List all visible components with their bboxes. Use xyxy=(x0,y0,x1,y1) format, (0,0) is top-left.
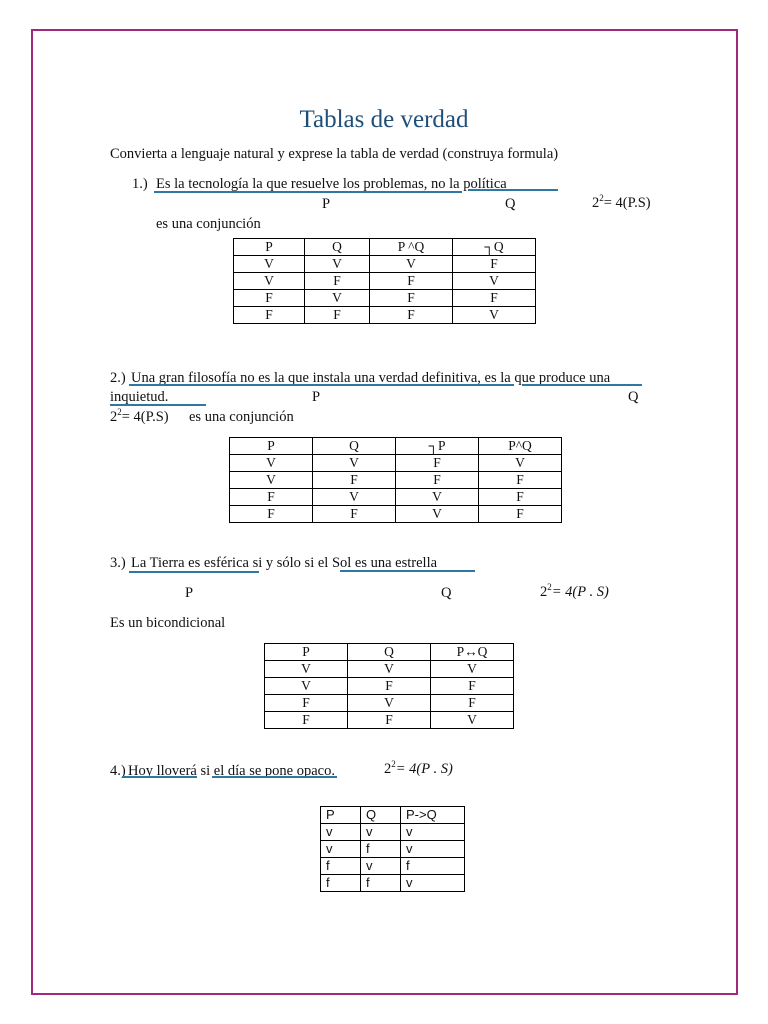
table-row xyxy=(265,695,514,712)
ex1-underline-q xyxy=(468,189,558,191)
table-cell: F xyxy=(234,290,305,307)
table-cell: V xyxy=(453,307,536,324)
table-row xyxy=(234,273,536,290)
table-cell: v xyxy=(361,824,401,841)
table-header-cell: P ^Q xyxy=(370,239,453,256)
table-header-cell: P xyxy=(234,239,305,256)
ex3-truth-table xyxy=(264,643,514,729)
table-cell: F xyxy=(234,307,305,324)
table-row xyxy=(234,290,536,307)
table-cell: V xyxy=(453,273,536,290)
table-row xyxy=(321,858,465,875)
table-cell: V xyxy=(431,712,514,729)
ex2-sentence-line1: Una gran filosofía no es la que instala una verdad definitiva, es la que produce una xyxy=(131,370,611,386)
page-title: Tablas de verdad xyxy=(299,106,469,133)
table-cell: F xyxy=(313,506,396,523)
table-row xyxy=(321,841,465,858)
table-header-cell: Q xyxy=(348,644,431,661)
table-cell: V xyxy=(305,290,370,307)
table-cell: F xyxy=(453,290,536,307)
table-cell: F xyxy=(479,506,562,523)
table-cell: f xyxy=(361,875,401,892)
table-header-cell: ┐Q xyxy=(453,239,536,256)
table-cell: F xyxy=(370,273,453,290)
ex1-q-label: Q xyxy=(505,196,516,212)
ex1-formula: $2^2= 4(P.S)$ xyxy=(592,193,651,211)
ex1-type-text: es una conjunción xyxy=(156,216,261,232)
ex3-underline-q xyxy=(340,570,475,572)
table-row xyxy=(265,661,514,678)
table-cell: f xyxy=(361,841,401,858)
ex2-underline-p xyxy=(129,384,514,386)
table-row xyxy=(265,712,514,729)
table-cell: F xyxy=(348,712,431,729)
table-cell: V xyxy=(313,489,396,506)
table-header-cell: Q xyxy=(313,438,396,455)
table-cell: V xyxy=(370,256,453,273)
table-cell: f xyxy=(401,858,465,875)
ex4-underline-q xyxy=(212,776,337,778)
table-row xyxy=(230,489,562,506)
ex1-underline-p xyxy=(154,191,462,193)
table-cell: F xyxy=(370,290,453,307)
ex2-q-label: Q xyxy=(628,389,639,405)
ex1-number: 1.) xyxy=(132,176,148,192)
table-cell: v xyxy=(361,858,401,875)
ex3-underline-p xyxy=(129,571,259,573)
table-cell: V xyxy=(234,273,305,290)
ex4-sentence: Hoy lloverá si el día se pone opaco. xyxy=(128,763,335,779)
table-cell: F xyxy=(396,472,479,489)
table-row xyxy=(321,875,465,892)
table-cell: v xyxy=(401,824,465,841)
ex2-underline-q xyxy=(522,384,642,386)
table-header-cell: Q xyxy=(305,239,370,256)
table-header-row xyxy=(321,807,465,824)
table-header-cell: P xyxy=(265,644,348,661)
table-cell: V xyxy=(234,256,305,273)
table-header-cell: Q xyxy=(361,807,401,824)
ex2-truth-table xyxy=(229,437,562,523)
ex4-truth-table xyxy=(320,806,465,892)
table-header-cell: ┐P xyxy=(396,438,479,455)
table-cell: F xyxy=(230,506,313,523)
table-row xyxy=(230,455,562,472)
table-header-cell: P↔Q xyxy=(431,644,514,661)
table-cell: F xyxy=(396,455,479,472)
table-cell: V xyxy=(230,455,313,472)
table-cell: v xyxy=(321,841,361,858)
ex2-sentence-line2: inquietud. xyxy=(110,389,169,405)
table-cell: F xyxy=(431,695,514,712)
table-cell: V xyxy=(396,489,479,506)
table-cell: F xyxy=(370,307,453,324)
ex4-formula: $2^2= 4(P$ . S) xyxy=(384,759,453,777)
ex3-p-label: P xyxy=(185,585,194,601)
table-cell: V xyxy=(348,661,431,678)
ex2-number: 2.) xyxy=(110,370,126,386)
table-cell: v xyxy=(401,875,465,892)
ex2-formula: $2^2= 4(P.S)$ xyxy=(110,407,169,425)
table-row xyxy=(265,678,514,695)
ex3-sentence: La Tierra es esférica si y sólo si el Sol es una estrella xyxy=(131,555,438,571)
table-cell: V xyxy=(396,506,479,523)
ex3-type-text: Es un bicondicional xyxy=(110,615,226,631)
table-cell: v xyxy=(401,841,465,858)
table-cell: V xyxy=(265,678,348,695)
table-header-row xyxy=(265,644,514,661)
table-cell: F xyxy=(265,695,348,712)
ex4-underline-p xyxy=(122,776,197,778)
instruction-text: Convierta a lenguaje natural y exprese la tabla de verdad (construya formula) xyxy=(110,146,559,162)
table-row xyxy=(230,472,562,489)
table-cell: v xyxy=(321,824,361,841)
table-header-row xyxy=(234,239,536,256)
ex2-underline-q2 xyxy=(110,404,206,406)
table-header-cell: P xyxy=(321,807,361,824)
table-cell: F xyxy=(453,256,536,273)
ex1-truth-table xyxy=(233,238,536,324)
table-cell: f xyxy=(321,858,361,875)
table-cell: F xyxy=(313,472,396,489)
table-row xyxy=(321,824,465,841)
ex3-number: 3.) xyxy=(110,555,126,571)
table-cell: V xyxy=(230,472,313,489)
ex1-sentence: Es la tecnología la que resuelve los problemas, no la política xyxy=(156,176,507,192)
table-cell: V xyxy=(305,256,370,273)
table-cell: f xyxy=(321,875,361,892)
table-cell: F xyxy=(479,489,562,506)
table-header-row xyxy=(230,438,562,455)
table-header-cell: P^Q xyxy=(479,438,562,455)
ex1-p-label: P xyxy=(322,196,331,212)
ex4-number: 4.) xyxy=(110,763,126,779)
table-cell: V xyxy=(265,661,348,678)
table-row xyxy=(234,307,536,324)
ex3-q-label: Q xyxy=(441,585,452,601)
table-cell: V xyxy=(431,661,514,678)
table-cell: F xyxy=(348,678,431,695)
table-cell: V xyxy=(479,455,562,472)
ex2-type-text: es una conjunción xyxy=(189,409,294,425)
table-cell: F xyxy=(479,472,562,489)
table-cell: V xyxy=(348,695,431,712)
table-cell: F xyxy=(305,273,370,290)
table-header-cell: P xyxy=(230,438,313,455)
ex3-formula: $2^2= 4(P$ . S) xyxy=(540,582,609,600)
table-row xyxy=(234,256,536,273)
table-cell: V xyxy=(313,455,396,472)
table-cell: F xyxy=(305,307,370,324)
table-cell: F xyxy=(431,678,514,695)
table-header-cell: P->Q xyxy=(401,807,465,824)
table-cell: F xyxy=(230,489,313,506)
ex2-p-label: P xyxy=(312,389,321,405)
table-row xyxy=(230,506,562,523)
table-cell: F xyxy=(265,712,348,729)
